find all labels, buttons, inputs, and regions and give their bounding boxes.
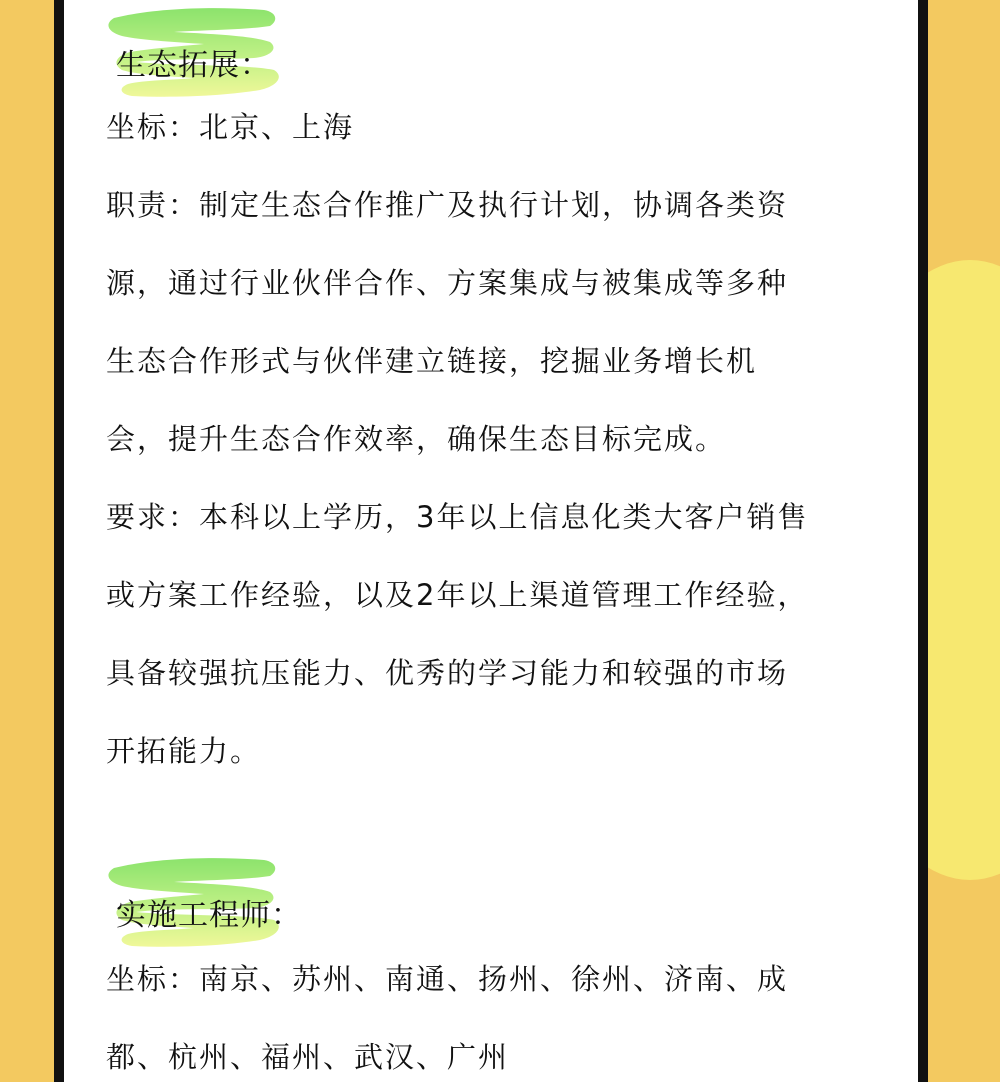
requirement-line-3: 具备较强抗压能力、优秀的学习能力和较强的市场 — [106, 656, 789, 690]
location-text: 坐标：北京、上海 — [106, 110, 355, 144]
duty-line-3: 生态合作形式与伙伴建立链接，挖掘业务增长机 — [106, 344, 758, 378]
requirement-line-4: 开拓能力。 — [106, 734, 262, 768]
section-title: 生态拓展： — [116, 48, 271, 83]
duty-line-4: 会，提升生态合作效率，确保生态目标完成。 — [106, 422, 727, 456]
section-title: 实施工程师： — [116, 898, 302, 933]
section-body-ecosystem — [106, 88, 886, 790]
location-line-2: 都、杭州、福州、武汉、广州 — [106, 1040, 510, 1074]
requirement-line-2: 或方案工作经验，以及2年以上渠道管理工作经验， — [106, 578, 809, 612]
requirement-line-1: 要求：本科以上学历，3年以上信息化类大客户销售 — [106, 500, 809, 534]
duty-line-1: 职责：制定生态合作推广及执行计划，协调各类资 — [106, 188, 789, 222]
section-body-engineer — [106, 940, 886, 1082]
duty-line-2: 源，通过行业伙伴合作、方案集成与被集成等多种 — [106, 266, 789, 300]
location-line-1: 坐标：南京、苏州、南通、扬州、徐州、济南、成 — [106, 962, 789, 996]
content-card — [54, 0, 928, 1082]
